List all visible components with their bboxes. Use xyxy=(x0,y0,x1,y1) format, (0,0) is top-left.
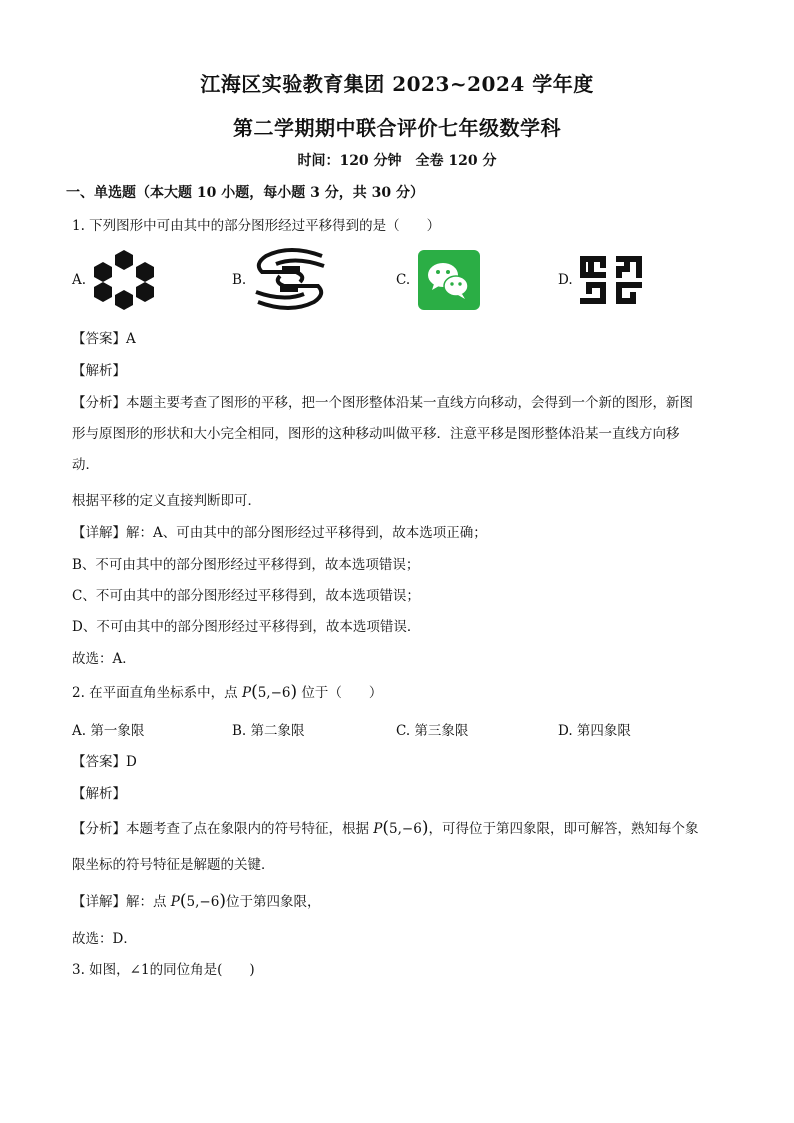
q1-fenxi-line1: 【分析】本题主要考查了图形的平移，把一个图形整体沿某一直线方向移动，会得到一个新的图形，新图 xyxy=(72,395,693,411)
spiral-logo-figure xyxy=(252,246,328,312)
q2-option-b: B. 第二象限 xyxy=(232,723,305,739)
exam-title-line2: 第二学期期中联合评价七年级数学科 xyxy=(233,116,561,140)
q1-fenxi-line3: 动． xyxy=(72,457,99,473)
q1-detail-line1: 【详解】解：A、可由其中的部分图形经过平移得到，故本选项正确； xyxy=(72,525,487,541)
q1-option-d-label: D. xyxy=(558,272,573,288)
q1-conclusion: 故选：A． xyxy=(72,651,136,667)
q1-detail-line4: D、不可由其中的部分图形经过平移得到，故本选项错误． xyxy=(72,619,421,635)
q1-option-c-label: C. xyxy=(396,272,411,288)
hexagon-ring-figure xyxy=(90,248,158,312)
q3-stem: 3. 如图，∠1的同位角是( ) xyxy=(72,962,255,978)
section-heading: 一、单选题（本大题 10 小题，每小题 3 分，共 30 分） xyxy=(66,185,424,201)
q2-answer: 【答案】D xyxy=(72,754,137,770)
q1-basis: 根据平移的定义直接判断即可． xyxy=(72,493,261,509)
q1-answer: 【答案】A xyxy=(72,331,136,347)
exam-meta: 时间：120 分钟 全卷 120 分 xyxy=(297,153,497,169)
q1-option-b-label: B. xyxy=(232,272,247,288)
q2-option-c: C. 第三象限 xyxy=(396,723,469,739)
q2-fenxi-line2: 限坐标的符号特征是解题的关键． xyxy=(72,857,275,873)
q1-option-a-label: A. xyxy=(72,272,87,288)
q2-option-a: A. 第一象限 xyxy=(72,723,145,739)
q2-option-d: D. 第四象限 xyxy=(558,723,631,739)
q2-analysis-label: 【解析】 xyxy=(72,786,126,802)
angle-label: ∠1 xyxy=(129,962,150,978)
q2-fenxi-line1: 【分析】本题考查了点在象限内的符号特征，根据 P(5,−6)，可得位于第四象限，即可解答，熟知每个象 xyxy=(72,818,699,838)
q2-detail: 【详解】解：点 P(5,−6)位于第四象限， xyxy=(72,891,321,911)
q1-fenxi-line2: 形与原图形的形状和大小完全相同，图形的这种移动叫做平移．注意平移是图形整体沿某一直线方向移 xyxy=(72,426,680,442)
q2-stem: 2. 在平面直角坐标系中，点 P(5,−6) 位于（ ） xyxy=(72,682,383,702)
q1-stem: 1. 下列图形中可由其中的部分图形经过平移得到的是（ ） xyxy=(72,218,441,234)
point-coords: 5,−6 xyxy=(257,685,291,701)
exam-title-line1: 江海区实验教育集团 2023~2024 学年度 xyxy=(200,72,594,96)
q1-detail-line3: C、不可由其中的部分图形经过平移得到，故本选项错误； xyxy=(72,588,420,604)
point-label: P xyxy=(241,685,252,701)
q1-analysis-label: 【解析】 xyxy=(72,363,126,379)
q2-conclusion: 故选：D． xyxy=(72,931,137,947)
meander-pattern-figure xyxy=(580,256,642,304)
wechat-icon xyxy=(418,250,480,310)
q1-detail-line2: B、不可由其中的部分图形经过平移得到，故本选项错误； xyxy=(72,557,420,573)
